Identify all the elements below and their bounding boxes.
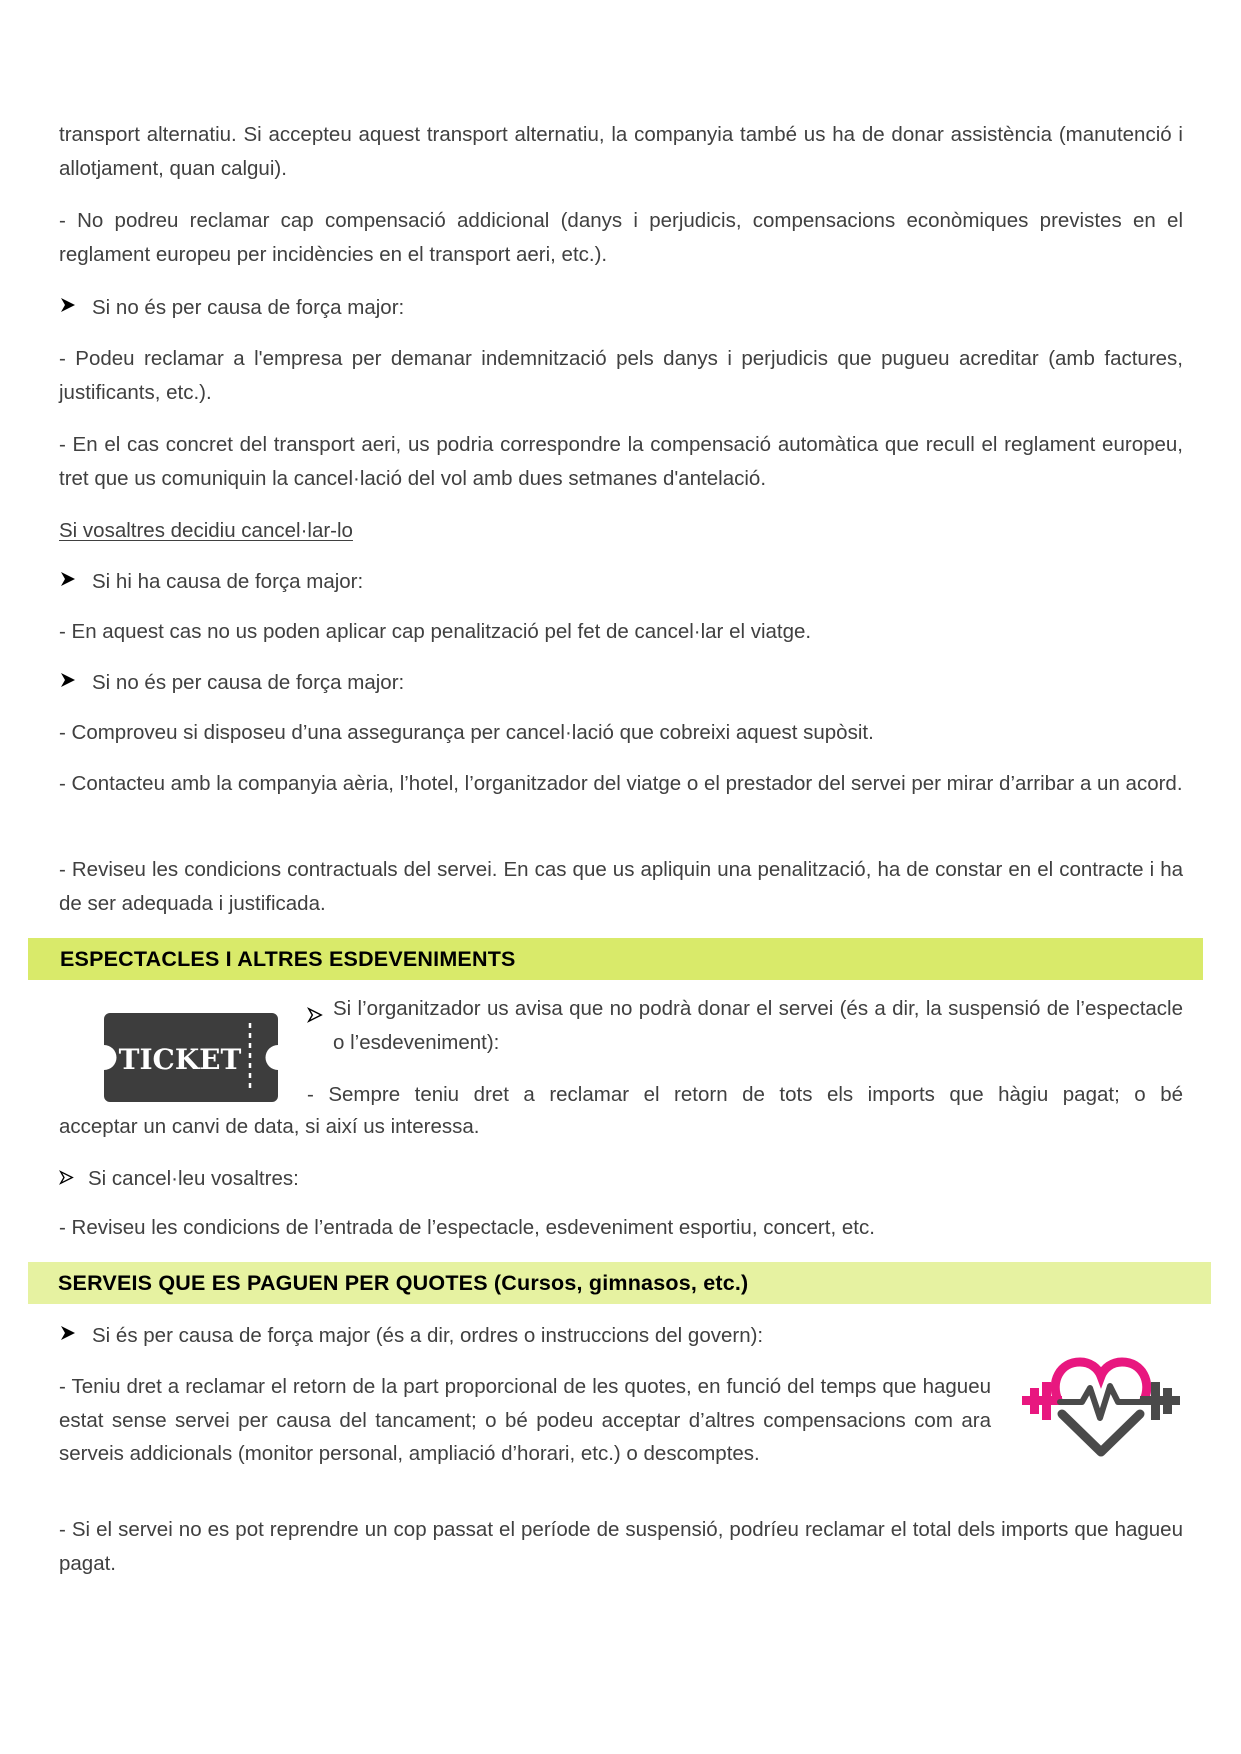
bullet-text: Si l’organitzador us avisa que no podrà donar el servei (és a dir, la suspensió de l’espectacle o l’esdeveniment): [333, 997, 1183, 1054]
bullet-text: Si no és per causa de força major: [92, 671, 405, 694]
paragraph-quotes: - Teniu dret a reclamar el retorn de la part proporcional de les quotes, en funció del temps que hagueu estat sense servei per causa del tancament; o bé podeu acceptar d’altres compensacions com ara serveis addicionals (monitor personal, ampliació d’horari, etc.) o descomptes. [59, 1375, 991, 1465]
arrowhead-bullet-icon [59, 291, 92, 325]
paragraph-condicions-contractuals: - Reviseu les condicions contractuals del servei. En cas que us apliquin una penalització, ha de constar en el contracte i ha de ser adequada i justificada. [59, 858, 1183, 915]
bullet-text: Si no és per causa de força major: [92, 296, 405, 319]
ticket-label: TICKET [118, 1043, 242, 1076]
section-heading-espectacles: ESPECTACLES I ALTRES ESDEVENIMENTS [28, 938, 1203, 980]
subheading-cancelar [59, 514, 1183, 548]
arrowhead-bullet-icon [59, 1162, 88, 1196]
bullet-item [59, 565, 1183, 599]
paragraph-transport-aeri: - En el cas concret del transport aeri, us podria correspondre la compensació automàtica que recull el reglament europeu, tret que us comuniquin la cancel·lació del vol amb dues setmanes d'antelació. [59, 433, 1183, 490]
arrowhead-bullet-icon [307, 1000, 333, 1034]
paragraph-canvi-data: acceptar un canvi de data, si així us interessa. [59, 1115, 480, 1138]
paragraph-asseguranca: - Comproveu si disposeu d’una assegurança per cancel·lació que cobreixi aquest supòsit. [59, 721, 874, 744]
paragraph-condicions-entrada: - Reviseu les condicions de l’entrada de l’espectacle, esdeveniment esportiu, concert, etc. [59, 1216, 875, 1239]
paragraph-no-compensacio: - No podreu reclamar cap compensació addicional (danys i perjudicis, compensacions econòmiques previstes en el reglament europeu per incidències en el transport aeri, etc.). [59, 209, 1183, 266]
arrowhead-bullet-icon [59, 666, 92, 700]
paragraph-indemnitzacio: - Podeu reclamar a l'empresa per demanar indemnització pels danys i perjudicis que pugueu acreditar (amb factures, justificants, etc.). [59, 347, 1183, 404]
paragraph-contacteu: - Contacteu amb la companyia aèria, l’hotel, l’organitzador del viatge o el prestador del servei per mirar d’arribar a un acord. [59, 772, 1183, 795]
heart-dumbbell-icon [1020, 1352, 1182, 1480]
paragraph-transport-alternatiu: transport alternatiu. Si accepteu aquest transport alternatiu, la companyia també us ha de donar assistència (manutenció i allotjament, quan calgui). [59, 123, 1183, 180]
bullet-text: Si és per causa de força major (és a dir, ordres o instruccions del govern): [92, 1324, 764, 1347]
bullet-item [59, 1319, 1183, 1353]
subheading-text: Si vosaltres decidiu cancel·lar-lo [59, 519, 353, 542]
paragraph-retorn-imports: - Sempre teniu dret a reclamar el retorn de tots els imports que hàgiu pagat; o bé [307, 1083, 1183, 1106]
paragraph-sense-penalitzacio: - En aquest cas no us poden aplicar cap penalització pel fet de cancel·lar el viatge. [59, 620, 812, 643]
section-heading-main: SERVEIS QUE ES PAGUEN PER QUOTES [58, 1271, 488, 1295]
arrowhead-bullet-icon [59, 1319, 92, 1353]
ticket-icon [104, 1013, 278, 1102]
bullet-item [59, 1162, 1183, 1196]
paragraph-total-imports: - Si el servei no es pot reprendre un cop passat el període de suspensió, podríeu reclamar el total dels imports que hagueu pagat. [59, 1518, 1183, 1575]
section-heading-paren: (Cursos, gimnasos, etc.) [487, 1271, 749, 1295]
arrowhead-bullet-icon [59, 565, 92, 599]
bullet-text: Si cancel·leu vosaltres: [88, 1167, 299, 1190]
bullet-item [59, 291, 1183, 325]
section-heading-serveis [28, 1262, 1211, 1304]
bullet-item [307, 992, 1183, 1060]
bullet-text: Si hi ha causa de força major: [92, 570, 364, 593]
bullet-item [59, 666, 1183, 700]
